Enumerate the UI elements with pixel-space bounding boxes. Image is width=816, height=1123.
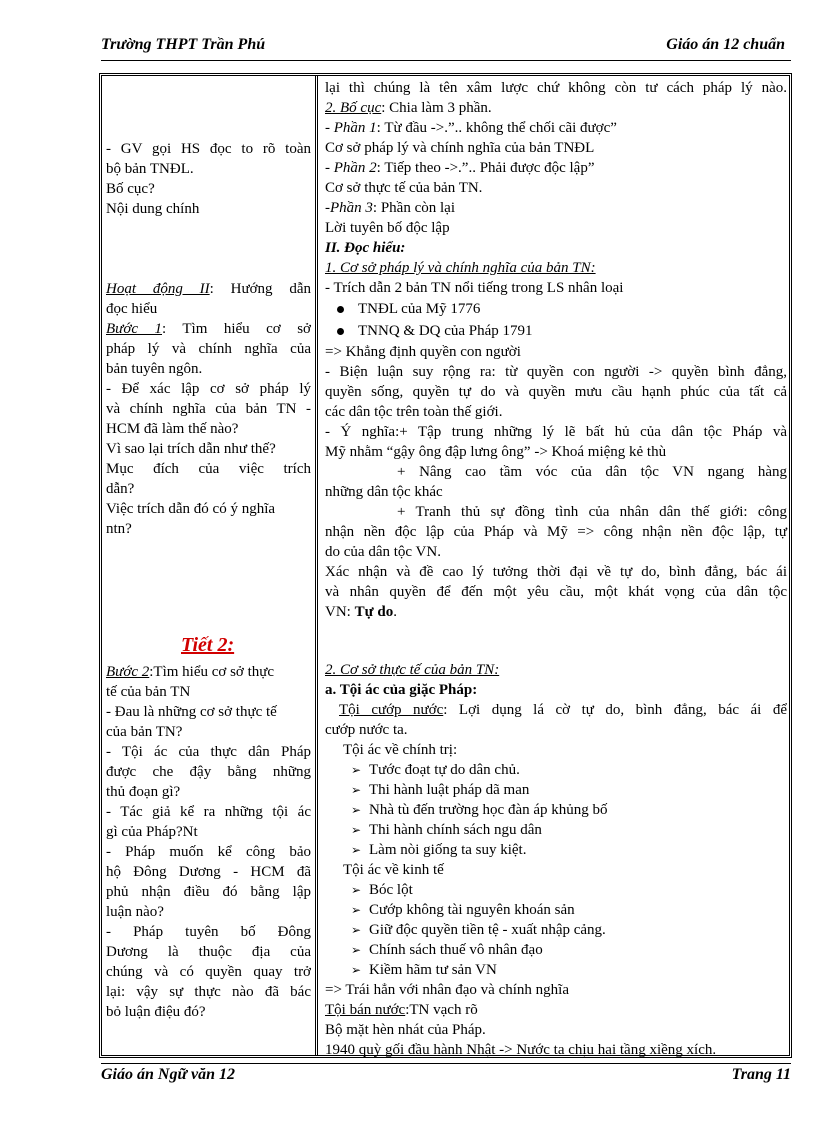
- arrow-bullet-icon: ➢: [351, 923, 362, 937]
- header-rule: [101, 60, 791, 61]
- right-line: 1940 quỳ gối đầu hành Nhật -> Nước ta chịu hai tầng xiềng xích.: [325, 1042, 717, 1058]
- arrow-list-text: Thi hành chính sách ngu dân: [369, 822, 542, 838]
- left-line: hộ Đông Dương - HCM đã: [106, 864, 311, 880]
- bullet-item: TNĐL của Mỹ 1776: [337, 299, 480, 319]
- subsection-heading: a. Tội ác của giặc Pháp:: [325, 682, 478, 698]
- lesson-period-title: Tiết 2:: [181, 634, 235, 656]
- arrow-list-text: Chính sách thuế vô nhân đạo: [369, 942, 543, 958]
- left-line: Dương là thuộc địa của: [106, 944, 311, 960]
- left-line: - Đau là những cơ sở thực tế: [106, 704, 277, 720]
- document-title: Giáo án 12 chuẩn: [666, 36, 785, 53]
- arrow-list-item: [351, 800, 608, 820]
- right-line: Tội cướp nước: Lợi dụng lá cờ tự do, bình đẳng, bác ái để: [339, 702, 787, 718]
- arrow-list-item: [351, 820, 542, 840]
- arrow-bullet-icon: ➢: [351, 803, 362, 817]
- left-line: - Tội ác của thực dân Pháp: [106, 744, 311, 760]
- bullet-item: TNNQ & DQ của Pháp 1791: [337, 321, 533, 341]
- right-line: Xác nhận và đề cao lý tưởng thời đại về tự do, bình đẳng, bác ái: [325, 564, 787, 580]
- arrow-list-item: [351, 840, 526, 860]
- subsection-heading: 2. Cơ sở thực tế của bản TN:: [325, 662, 500, 678]
- right-line: những dân tộc khác: [325, 484, 443, 500]
- right-line: - Ý nghĩa:+ Tập trung những lý lẽ bất hủ của dân tộc Pháp và: [325, 424, 787, 440]
- bullet-icon: [337, 306, 344, 313]
- left-line: Mục đích của việc trích: [106, 461, 311, 477]
- arrow-list-item: [351, 900, 575, 920]
- right-line: => Khẳng định quyền con người: [325, 344, 521, 360]
- left-line: luận nào?: [106, 904, 164, 920]
- left-line: dẫn?: [106, 481, 135, 497]
- arrow-list-item: [351, 880, 413, 900]
- arrow-list-item: [351, 760, 520, 780]
- right-line: VN: Tự do.: [325, 604, 397, 620]
- arrow-bullet-icon: ➢: [351, 943, 362, 957]
- activity-heading: Hoạt động II: Hướng dẫn: [106, 281, 311, 297]
- left-line: lại: vậy sự thực nào đã bác: [106, 984, 311, 1000]
- arrow-list-item: [351, 960, 497, 980]
- arrow-list-text: Bóc lột: [369, 882, 413, 898]
- arrow-list-text: Cướp không tài nguyên khoán sản: [369, 902, 575, 918]
- lesson-table: [99, 73, 792, 1058]
- left-line: pháp lý và chính nghĩa của: [106, 341, 311, 357]
- group-title: Tội ác về kinh tế: [343, 862, 444, 878]
- left-line: - GV gọi HS đọc to rõ toàn: [106, 141, 311, 157]
- right-line: - Trích dẫn 2 bản TN nổi tiếng trong LS nhân loại: [325, 280, 624, 296]
- left-line: Việc trích dẫn đó có ý nghĩa: [106, 501, 276, 517]
- right-line: => Trái hẳn với nhân đạo và chính nghĩa: [325, 982, 569, 998]
- part-3: -Phần 3: Phần còn lại: [325, 200, 455, 216]
- arrow-list-text: Giữ độc quyền tiền tệ - xuất nhập cảng.: [369, 922, 606, 938]
- right-line: + Nâng cao tầm vóc của dân tộc VN ngang hàng: [397, 464, 787, 480]
- arrow-bullet-icon: ➢: [351, 963, 362, 977]
- left-line: - Pháp tuyên bố Đông: [106, 924, 311, 940]
- right-line: + Tranh thủ sự đồng tình của nhân dân thế giới: công: [397, 504, 787, 520]
- step-heading: Bước 1: Tìm hiểu cơ sở: [106, 321, 311, 337]
- left-line: thủ đoạn gì?: [106, 784, 181, 800]
- arrow-bullet-icon: ➢: [351, 823, 362, 837]
- left-line: - Để xác lập cơ sở pháp lý: [106, 381, 311, 397]
- left-line: bộ bản TNĐL.: [106, 161, 194, 177]
- part-1: - Phần 1: Từ đầu ->.”.. không thể chối cãi được”: [325, 120, 617, 136]
- arrow-list-item: [351, 920, 606, 940]
- school-name: Trường THPT Trần Phú: [101, 36, 266, 53]
- left-line: Nội dung chính: [106, 201, 200, 217]
- page-number: Trang 11: [731, 1066, 791, 1083]
- page-footer: [101, 1066, 791, 1088]
- left-line: đọc hiểu: [106, 301, 158, 317]
- arrow-list-text: Làm nòi giống ta suy kiệt.: [369, 842, 527, 858]
- bullet-icon: [337, 328, 344, 335]
- left-line: bản tuyên ngôn.: [106, 361, 203, 377]
- subject-name: Giáo án Ngữ văn 12: [101, 1066, 236, 1083]
- left-line: của bản TN?: [106, 724, 183, 740]
- part-2: - Phần 2: Tiếp theo ->.”.. Phải được độc lập”: [325, 160, 595, 176]
- subsection-heading: 1. Cơ sở pháp lý và chính nghĩa của bản TN:: [325, 260, 596, 276]
- right-line: do của dân tộc VN.: [325, 544, 441, 560]
- left-line: được che đậy bằng những: [106, 764, 311, 780]
- layout-heading: 2. Bố cục: Chia làm 3 phần.: [325, 100, 492, 116]
- right-line: và nhân quyền để đến một yêu cầu, một khát vọng của dân tộc: [325, 584, 787, 600]
- column-divider: [315, 76, 318, 1055]
- right-line: Cơ sở pháp lý và chính nghĩa của bản TNĐL: [325, 140, 595, 156]
- right-line: Tội bán nước:TN vạch rõ: [325, 1002, 478, 1018]
- left-line: HCM đã làm thế nào?: [106, 421, 239, 437]
- arrow-bullet-icon: ➢: [351, 903, 362, 917]
- right-line: quyền sống, quyền tự do và quyền mưu cầu hạnh phúc của tất cả: [325, 384, 787, 400]
- section-heading: II. Đọc hiểu:: [325, 240, 406, 256]
- step-heading: Bước 2:Tìm hiểu cơ sở thực: [106, 664, 275, 680]
- arrow-bullet-icon: ➢: [351, 763, 362, 777]
- left-line: tế của bản TN: [106, 684, 191, 700]
- right-line: Mỹ nhằm “gậy ông đập lưng ông” -> Khoá miệng kẻ thù: [325, 444, 667, 460]
- arrow-list-text: Kiềm hãm tư sản VN: [369, 962, 497, 978]
- left-line: phủ nhận điều đó bằng lập: [106, 884, 311, 900]
- right-line: Lời tuyên bố độc lập: [325, 220, 450, 236]
- group-title: Tội ác về chính trị:: [343, 742, 458, 758]
- arrow-list-text: Tước đoạt tự do dân chủ.: [369, 762, 520, 778]
- arrow-list-text: Nhà tù đến trường học đàn áp khủng bố: [369, 802, 608, 818]
- footer-rule: [101, 1063, 791, 1064]
- arrow-bullet-icon: ➢: [351, 883, 362, 897]
- arrow-list-item: [351, 940, 543, 960]
- left-line: gì của Pháp?Nt: [106, 824, 198, 840]
- left-line: ntn?: [106, 521, 132, 537]
- right-line: các dân tộc trên toàn thế giới.: [325, 404, 503, 420]
- right-line: nhận nền độc lập của Pháp và Mỹ => công nhận nền độc lập, tự: [325, 524, 787, 540]
- arrow-bullet-icon: ➢: [351, 843, 362, 857]
- arrow-list-text: Thi hành luật pháp dã man: [369, 782, 530, 798]
- left-line: Vì sao lại trích dẫn như thế?: [106, 441, 276, 457]
- arrow-list-item: [351, 780, 529, 800]
- arrow-bullet-icon: ➢: [351, 783, 362, 797]
- left-line: và chính nghĩa của bản TN -: [106, 401, 311, 417]
- right-line: Bộ mặt hèn nhát của Pháp.: [325, 1022, 486, 1038]
- left-line: bỏ luận điệu đó?: [106, 1004, 206, 1020]
- right-line: - Biện luận suy rộng ra: từ quyền con người -> quyền bình đẳng,: [325, 364, 787, 380]
- left-line: chúng và có quyền quay trở: [106, 964, 311, 980]
- page-header: [101, 36, 791, 58]
- left-line: - Tác giả kể ra những tội ác: [106, 804, 311, 820]
- left-line: - Pháp muốn kể công bảo: [106, 844, 311, 860]
- left-line: Bố cục?: [106, 181, 155, 197]
- right-line: cướp nước ta.: [325, 722, 408, 738]
- right-line: lại thì chúng là tên xâm lược chứ không còn tư cách pháp lý nào.: [325, 80, 787, 96]
- right-line: Cơ sở thực tế của bản TN.: [325, 180, 483, 196]
